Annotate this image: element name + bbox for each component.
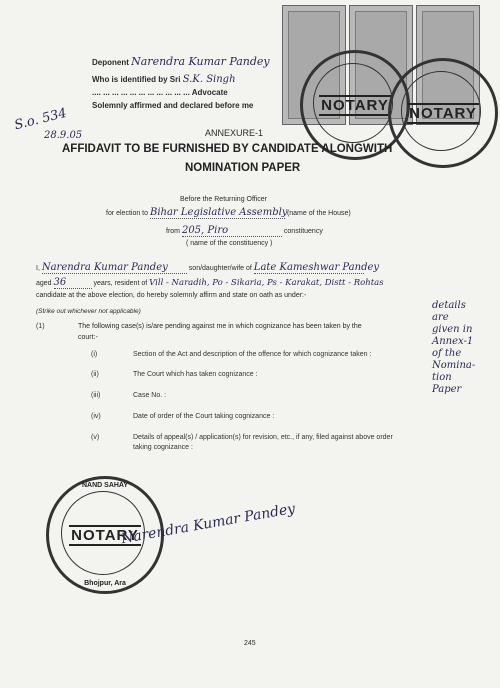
constituency-line: from 205, Piro constituency <box>166 225 323 236</box>
solemn-affirm-text: candidate at the above election, do hereby solemnly affirm and state on oath as under:- <box>36 292 307 299</box>
case-text-2: court:- <box>78 334 98 341</box>
item-text-2: The Court which has taken cognizance : <box>133 371 258 378</box>
notary-seal-top-2 <box>388 58 498 168</box>
side-note: details are given in Annex-1 of the Nomina- tion Paper <box>432 300 476 395</box>
item-num-5: (v) <box>91 434 100 441</box>
item-num-4: (iv) <box>91 413 101 420</box>
item-num-2: (ii) <box>91 371 99 378</box>
case-number: (1) <box>36 323 45 330</box>
seal-bottom-text: Bhojpur, Ara <box>84 580 126 587</box>
candidate-name: Narendra Kumar Pandey <box>42 262 187 274</box>
annexure-label: ANNEXURE-1 <box>205 128 264 138</box>
father-name: Late Kameshwar Pandey <box>253 262 380 273</box>
item-text-5: Details of appeal(s) / application(s) for revision, etc., if any, filed against above order <box>133 434 393 441</box>
item-text-5-line2: taking cognizance : <box>133 444 193 451</box>
case-text-1: The following case(s) is/are pending against me in which cognizance has been taken by the <box>78 323 362 330</box>
deponent-line: Deponent Narendra Kumar Pandey <box>92 55 270 68</box>
age-value: 36 <box>54 277 92 289</box>
notary-signature: Narendra Kumar Pandey <box>119 500 297 548</box>
advocate-line: .... ... ... ... ... ... ... ... ... ... ... Advocate <box>92 88 228 97</box>
margin-note-1: S.o. 534 <box>12 105 69 134</box>
candidate-line: I, Narendra Kumar Pandey son/daughter/wife of Late Kameshwar Pandey <box>36 262 380 273</box>
item-text-3: Case No. : <box>133 392 167 399</box>
seal-word-bottom: NOTARY <box>71 526 139 544</box>
address-value: Vill - Naradih, Po - Sikaria, Ps - Karakat, Distt - Rohtas <box>149 278 384 288</box>
constituency-value: 205, Piro <box>182 225 282 237</box>
item-text-4: Date of order of the Court taking cognizance : <box>133 413 275 420</box>
deponent-signature: Narendra Kumar Pandey <box>131 55 270 68</box>
identified-line: Who is identified by Sri S.K. Singh <box>92 74 236 85</box>
returning-officer: Before the Returning Officer <box>180 196 268 203</box>
item-text-1: Section of the Act and description of the offence for which cognizance taken : <box>133 351 372 358</box>
seal-word: NOTARY <box>321 96 389 114</box>
seal-word-2: NOTARY <box>409 104 477 122</box>
document-title-line1: AFFIDAVIT TO BE FURNISHED BY CANDIDATE ALONGWITH <box>62 143 393 155</box>
age-address-line: aged 36 years, resident of Vill - Naradih, Po - Sikaria, Ps - Karakat, Distt - Rohtas <box>36 277 384 288</box>
affirmed-line: Solemnly affirmed and declared before me <box>92 101 254 110</box>
page-number: 245 <box>244 640 256 647</box>
election-to-value: Bihar Legislative Assembly <box>149 207 288 218</box>
item-num-1: (i) <box>91 351 98 358</box>
constituency-name-label: ( name of the constituency ) <box>186 240 273 247</box>
strike-note: (Strike out whichever not applicable) <box>36 308 141 315</box>
election-to-line: for election to Bihar Legislative Assembly (name of the House) <box>106 207 351 218</box>
item-num-3: (iii) <box>91 392 101 399</box>
margin-note-2: 28.9.05 <box>44 130 83 141</box>
document-title-line2: NOMINATION PAPER <box>185 162 301 174</box>
seal-top-text: NAND SAHAY <box>81 482 129 489</box>
